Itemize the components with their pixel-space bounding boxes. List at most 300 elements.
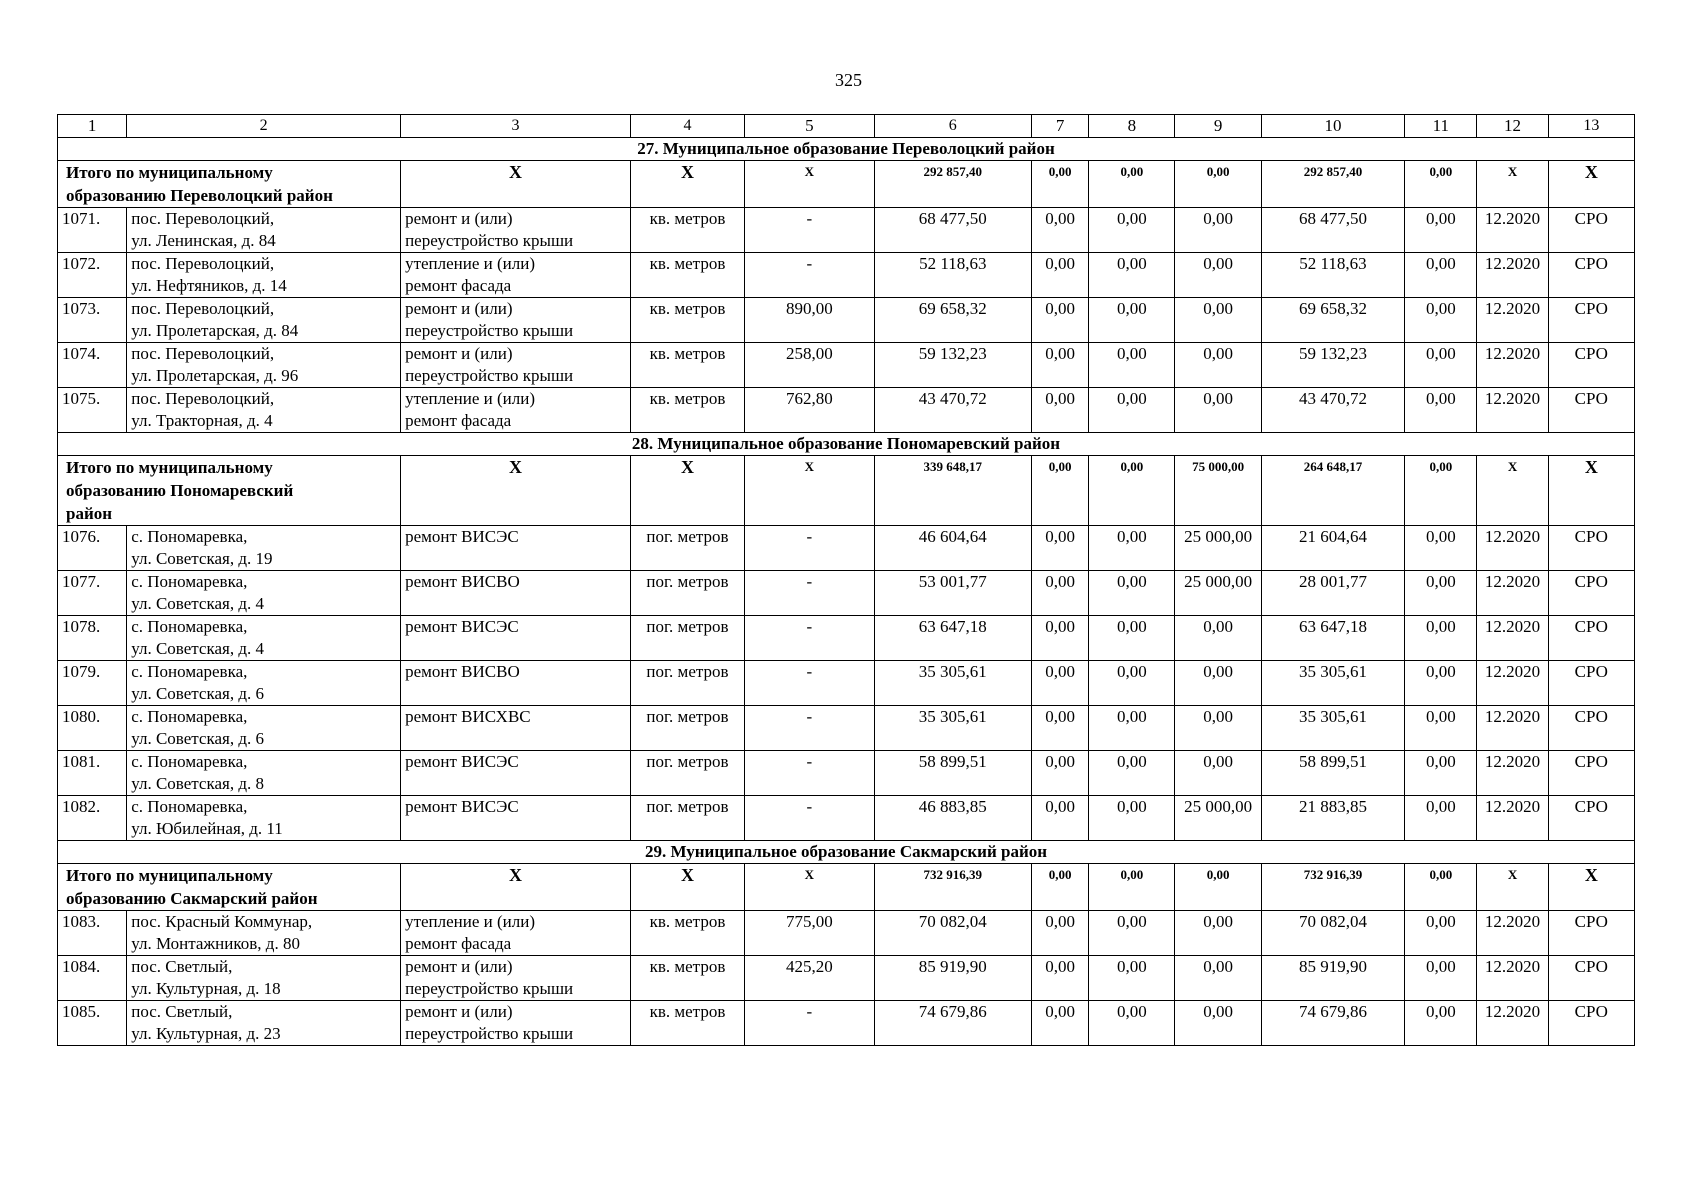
row-work-type <box>401 343 631 388</box>
column-header: 3 <box>401 115 631 138</box>
row-cell: 0,00 <box>1032 1001 1089 1046</box>
section-header-row <box>58 138 1635 161</box>
row-work-type <box>401 298 631 343</box>
row-cell: 12.2020 <box>1477 343 1548 388</box>
work-type-line: ремонт и (или) <box>405 344 513 363</box>
row-cell: 12.2020 <box>1477 253 1548 298</box>
row-cell: 25 000,00 <box>1175 526 1261 571</box>
table-row <box>58 253 1635 298</box>
row-number: 1081. <box>58 751 127 796</box>
total-cell: 0,00 <box>1089 161 1175 208</box>
row-cell: 0,00 <box>1089 1001 1175 1046</box>
row-cell: 46 883,85 <box>874 796 1031 841</box>
row-cell: 0,00 <box>1089 661 1175 706</box>
row-cell: 0,00 <box>1175 751 1261 796</box>
row-cell: 0,00 <box>1175 1001 1261 1046</box>
row-cell: 0,00 <box>1089 208 1175 253</box>
row-address <box>127 1001 401 1046</box>
table-row <box>58 298 1635 343</box>
address-line: ул. Пролетарская, д. 84 <box>131 321 299 340</box>
total-cell: Х <box>630 456 744 526</box>
row-cell: 43 470,72 <box>1261 388 1404 433</box>
row-cell: 12.2020 <box>1477 208 1548 253</box>
row-cell: 0,00 <box>1032 751 1089 796</box>
page-number: 325 <box>835 70 862 90</box>
address-line: ул. Советская, д. 4 <box>131 639 264 658</box>
total-cell: 0,00 <box>1032 456 1089 526</box>
address-line: с. Пономаревка, <box>131 617 248 636</box>
row-cell: 0,00 <box>1032 616 1089 661</box>
total-cell: Х <box>745 456 874 526</box>
row-cell: 0,00 <box>1089 343 1175 388</box>
row-work-type <box>401 751 631 796</box>
section-title: 28. Муниципальное образование Пономаревский район <box>58 433 1635 456</box>
row-cell: 0,00 <box>1405 751 1477 796</box>
column-header: 12 <box>1477 115 1548 138</box>
work-type-line: ремонт ВИСЭС <box>405 617 519 636</box>
row-cell: 58 899,51 <box>1261 751 1404 796</box>
row-unit: пог. метров <box>630 661 744 706</box>
row-cell: СРО <box>1548 298 1634 343</box>
row-cell: 0,00 <box>1032 208 1089 253</box>
total-label-line: Итого по муниципальному <box>66 458 273 477</box>
row-cell: 70 082,04 <box>874 911 1031 956</box>
row-cell: 0,00 <box>1089 571 1175 616</box>
row-unit: кв. метров <box>630 911 744 956</box>
row-cell: - <box>745 706 874 751</box>
total-cell: Х <box>401 864 631 911</box>
row-address <box>127 253 401 298</box>
total-cell: Х <box>630 864 744 911</box>
row-number: 1080. <box>58 706 127 751</box>
row-cell: 0,00 <box>1405 298 1477 343</box>
address-line: ул. Культурная, д. 23 <box>131 1024 281 1043</box>
row-cell: 74 679,86 <box>1261 1001 1404 1046</box>
work-type-line: ремонт ВИСВО <box>405 662 520 681</box>
row-unit: пог. метров <box>630 796 744 841</box>
row-cell: 12.2020 <box>1477 796 1548 841</box>
table-row <box>58 706 1635 751</box>
row-cell: 0,00 <box>1175 706 1261 751</box>
row-cell: 35 305,61 <box>1261 661 1404 706</box>
row-cell: 59 132,23 <box>1261 343 1404 388</box>
row-cell: 85 919,90 <box>1261 956 1404 1001</box>
row-cell: 0,00 <box>1089 298 1175 343</box>
address-line: пос. Светлый, <box>131 957 233 976</box>
row-work-type <box>401 796 631 841</box>
row-cell: 12.2020 <box>1477 956 1548 1001</box>
column-header-row <box>58 115 1635 138</box>
row-cell: 0,00 <box>1405 796 1477 841</box>
table-row <box>58 616 1635 661</box>
work-type-line: ремонт ВИСЭС <box>405 527 519 546</box>
row-cell: 69 658,32 <box>874 298 1031 343</box>
row-number: 1074. <box>58 343 127 388</box>
total-label <box>58 864 401 911</box>
row-cell: СРО <box>1548 526 1634 571</box>
total-cell: 0,00 <box>1405 161 1477 208</box>
row-cell: 21 883,85 <box>1261 796 1404 841</box>
row-cell: 890,00 <box>745 298 874 343</box>
row-cell: 0,00 <box>1405 208 1477 253</box>
section-total-row <box>58 456 1635 526</box>
total-cell: 0,00 <box>1405 456 1477 526</box>
row-unit: кв. метров <box>630 1001 744 1046</box>
row-cell: 21 604,64 <box>1261 526 1404 571</box>
row-number: 1083. <box>58 911 127 956</box>
row-cell: 35 305,61 <box>874 661 1031 706</box>
total-cell: 264 648,17 <box>1261 456 1404 526</box>
address-line: ул. Тракторная, д. 4 <box>131 411 273 430</box>
total-cell: 732 916,39 <box>1261 864 1404 911</box>
total-cell: Х <box>745 864 874 911</box>
row-cell: 70 082,04 <box>1261 911 1404 956</box>
row-number: 1084. <box>58 956 127 1001</box>
row-unit: кв. метров <box>630 253 744 298</box>
total-cell: Х <box>401 161 631 208</box>
row-unit: пог. метров <box>630 616 744 661</box>
total-cell: 0,00 <box>1032 864 1089 911</box>
row-cell: 58 899,51 <box>874 751 1031 796</box>
total-cell: Х <box>745 161 874 208</box>
row-cell: 0,00 <box>1405 661 1477 706</box>
row-number: 1079. <box>58 661 127 706</box>
row-cell: 775,00 <box>745 911 874 956</box>
table-row <box>58 796 1635 841</box>
row-cell: 425,20 <box>745 956 874 1001</box>
row-number: 1078. <box>58 616 127 661</box>
row-cell: СРО <box>1548 571 1634 616</box>
total-cell: 732 916,39 <box>874 864 1031 911</box>
row-cell: 12.2020 <box>1477 298 1548 343</box>
row-cell: 0,00 <box>1175 911 1261 956</box>
row-cell: 12.2020 <box>1477 911 1548 956</box>
row-unit: кв. метров <box>630 956 744 1001</box>
row-cell: СРО <box>1548 343 1634 388</box>
row-cell: - <box>745 571 874 616</box>
row-cell: 69 658,32 <box>1261 298 1404 343</box>
row-cell: 68 477,50 <box>874 208 1031 253</box>
table-row <box>58 571 1635 616</box>
work-type-line: переустройство крыши <box>405 1024 574 1043</box>
table-row <box>58 751 1635 796</box>
address-line: ул. Советская, д. 8 <box>131 774 264 793</box>
row-cell: 0,00 <box>1405 388 1477 433</box>
address-line: пос. Переволоцкий, <box>131 389 275 408</box>
row-work-type <box>401 956 631 1001</box>
row-cell: 0,00 <box>1032 343 1089 388</box>
row-cell: 762,80 <box>745 388 874 433</box>
row-cell: - <box>745 208 874 253</box>
row-cell: 0,00 <box>1175 343 1261 388</box>
row-cell: - <box>745 526 874 571</box>
row-cell: - <box>745 253 874 298</box>
row-cell: 12.2020 <box>1477 661 1548 706</box>
row-cell: 0,00 <box>1405 956 1477 1001</box>
row-cell: СРО <box>1548 208 1634 253</box>
row-cell: 12.2020 <box>1477 706 1548 751</box>
work-type-line: ремонт ВИСХВС <box>405 707 531 726</box>
row-cell: 0,00 <box>1089 253 1175 298</box>
table-row <box>58 388 1635 433</box>
row-cell: 0,00 <box>1032 706 1089 751</box>
row-cell: 0,00 <box>1405 911 1477 956</box>
row-address <box>127 208 401 253</box>
row-unit: кв. метров <box>630 208 744 253</box>
work-type-line: переустройство крыши <box>405 321 574 340</box>
row-cell: СРО <box>1548 706 1634 751</box>
address-line: ул. Монтажников, д. 80 <box>131 934 300 953</box>
address-line: с. Пономаревка, <box>131 797 248 816</box>
row-cell: - <box>745 661 874 706</box>
row-cell: 258,00 <box>745 343 874 388</box>
table-row <box>58 661 1635 706</box>
row-address <box>127 616 401 661</box>
total-label-line: образованию Переволоцкий район <box>66 186 333 205</box>
total-label-line: Итого по муниципальному <box>66 866 273 885</box>
row-work-type <box>401 911 631 956</box>
column-header: 6 <box>874 115 1031 138</box>
total-cell: 75 000,00 <box>1175 456 1261 526</box>
address-line: пос. Переволоцкий, <box>131 209 275 228</box>
total-cell: 0,00 <box>1405 864 1477 911</box>
address-line: с. Пономаревка, <box>131 662 248 681</box>
row-cell: СРО <box>1548 956 1634 1001</box>
row-cell: 12.2020 <box>1477 1001 1548 1046</box>
row-cell: 52 118,63 <box>874 253 1031 298</box>
section-header-row <box>58 433 1635 456</box>
row-number: 1077. <box>58 571 127 616</box>
row-cell: - <box>745 1001 874 1046</box>
address-line: пос. Красный Коммунар, <box>131 912 313 931</box>
row-cell: 0,00 <box>1032 298 1089 343</box>
row-work-type <box>401 253 631 298</box>
row-cell: 25 000,00 <box>1175 796 1261 841</box>
row-unit: кв. метров <box>630 388 744 433</box>
column-header: 5 <box>745 115 874 138</box>
work-type-line: утепление и (или) <box>405 912 536 931</box>
row-cell: СРО <box>1548 253 1634 298</box>
work-type-line: ремонт фасада <box>405 276 512 295</box>
address-line: с. Пономаревка, <box>131 752 248 771</box>
address-line: ул. Культурная, д. 18 <box>131 979 281 998</box>
row-cell: 0,00 <box>1089 388 1175 433</box>
row-unit: кв. метров <box>630 343 744 388</box>
row-cell: 46 604,64 <box>874 526 1031 571</box>
total-cell: Х <box>630 161 744 208</box>
row-work-type <box>401 388 631 433</box>
total-cell: 0,00 <box>1089 456 1175 526</box>
row-cell: 35 305,61 <box>874 706 1031 751</box>
total-label-line: район <box>66 504 113 523</box>
work-type-line: ремонт фасада <box>405 934 512 953</box>
total-cell: 292 857,40 <box>1261 161 1404 208</box>
section-total-row <box>58 864 1635 911</box>
row-cell: 12.2020 <box>1477 751 1548 796</box>
row-cell: 0,00 <box>1175 956 1261 1001</box>
row-cell: 12.2020 <box>1477 616 1548 661</box>
row-address <box>127 956 401 1001</box>
row-cell: СРО <box>1548 388 1634 433</box>
work-type-line: переустройство крыши <box>405 979 574 998</box>
row-work-type <box>401 526 631 571</box>
row-cell: - <box>745 616 874 661</box>
row-cell: 0,00 <box>1032 526 1089 571</box>
row-cell: 0,00 <box>1175 661 1261 706</box>
work-type-line: ремонт и (или) <box>405 299 513 318</box>
total-cell: 292 857,40 <box>874 161 1031 208</box>
row-cell: - <box>745 796 874 841</box>
table-row <box>58 526 1635 571</box>
row-cell: 0,00 <box>1175 208 1261 253</box>
row-cell: 59 132,23 <box>874 343 1031 388</box>
row-cell: 28 001,77 <box>1261 571 1404 616</box>
row-cell: 35 305,61 <box>1261 706 1404 751</box>
column-header: 1 <box>58 115 127 138</box>
row-cell: 0,00 <box>1405 571 1477 616</box>
column-header: 4 <box>630 115 744 138</box>
work-type-line: утепление и (или) <box>405 389 536 408</box>
row-address <box>127 661 401 706</box>
row-cell: 0,00 <box>1032 571 1089 616</box>
row-cell: 0,00 <box>1032 796 1089 841</box>
total-cell: Х <box>1548 161 1634 208</box>
row-cell: 85 919,90 <box>874 956 1031 1001</box>
column-header: 2 <box>127 115 401 138</box>
row-cell: 0,00 <box>1175 388 1261 433</box>
address-line: ул. Советская, д. 4 <box>131 594 264 613</box>
address-line: с. Пономаревка, <box>131 527 248 546</box>
row-cell: СРО <box>1548 911 1634 956</box>
address-line: с. Пономаревка, <box>131 572 248 591</box>
row-cell: СРО <box>1548 796 1634 841</box>
row-cell: СРО <box>1548 661 1634 706</box>
address-line: ул. Юбилейная, д. 11 <box>131 819 283 838</box>
row-cell: 0,00 <box>1089 956 1175 1001</box>
address-line: ул. Советская, д. 6 <box>131 684 264 703</box>
total-label-line: образованию Пономаревский <box>66 481 294 500</box>
address-line: ул. Советская, д. 6 <box>131 729 264 748</box>
row-cell: 0,00 <box>1405 616 1477 661</box>
row-address <box>127 343 401 388</box>
row-cell: 25 000,00 <box>1175 571 1261 616</box>
row-work-type <box>401 661 631 706</box>
row-cell: 0,00 <box>1089 751 1175 796</box>
column-header: 9 <box>1175 115 1261 138</box>
column-header: 7 <box>1032 115 1089 138</box>
address-line: пос. Переволоцкий, <box>131 344 275 363</box>
row-cell: 12.2020 <box>1477 526 1548 571</box>
address-line: ул. Советская, д. 19 <box>131 549 273 568</box>
total-cell: Х <box>1477 161 1548 208</box>
column-header: 11 <box>1405 115 1477 138</box>
column-header: 8 <box>1089 115 1175 138</box>
row-unit: пог. метров <box>630 526 744 571</box>
row-cell: 0,00 <box>1089 706 1175 751</box>
row-cell: 0,00 <box>1175 616 1261 661</box>
row-cell: 0,00 <box>1032 956 1089 1001</box>
row-cell: - <box>745 751 874 796</box>
row-unit: кв. метров <box>630 298 744 343</box>
work-type-line: ремонт ВИСЭС <box>405 752 519 771</box>
row-cell: 0,00 <box>1405 1001 1477 1046</box>
address-line: пос. Светлый, <box>131 1002 233 1021</box>
row-number: 1073. <box>58 298 127 343</box>
total-cell: Х <box>1548 456 1634 526</box>
row-cell: 0,00 <box>1032 911 1089 956</box>
row-cell: СРО <box>1548 616 1634 661</box>
row-cell: 12.2020 <box>1477 388 1548 433</box>
total-label <box>58 161 401 208</box>
row-cell: 0,00 <box>1032 661 1089 706</box>
address-line: ул. Пролетарская, д. 96 <box>131 366 299 385</box>
total-cell: 0,00 <box>1032 161 1089 208</box>
section-title: 27. Муниципальное образование Переволоцкий район <box>58 138 1635 161</box>
work-type-line: ремонт и (или) <box>405 209 513 228</box>
address-line: пос. Переволоцкий, <box>131 299 275 318</box>
row-address <box>127 298 401 343</box>
section-total-row <box>58 161 1635 208</box>
column-header: 10 <box>1261 115 1404 138</box>
row-cell: 0,00 <box>1089 616 1175 661</box>
row-number: 1085. <box>58 1001 127 1046</box>
section-title: 29. Муниципальное образование Сакмарский район <box>58 841 1635 864</box>
total-cell: Х <box>1477 456 1548 526</box>
total-cell: 0,00 <box>1175 161 1261 208</box>
address-line: ул. Нефтяников, д. 14 <box>131 276 287 295</box>
address-line: ул. Ленинская, д. 84 <box>131 231 276 250</box>
row-address <box>127 388 401 433</box>
row-cell: 0,00 <box>1032 388 1089 433</box>
work-type-line: ремонт ВИСЭС <box>405 797 519 816</box>
row-cell: 0,00 <box>1175 253 1261 298</box>
row-cell: 63 647,18 <box>1261 616 1404 661</box>
row-number: 1082. <box>58 796 127 841</box>
row-number: 1076. <box>58 526 127 571</box>
total-cell: 0,00 <box>1175 864 1261 911</box>
address-line: с. Пономаревка, <box>131 707 248 726</box>
row-cell: 0,00 <box>1405 706 1477 751</box>
address-line: пос. Переволоцкий, <box>131 254 275 273</box>
row-cell: 43 470,72 <box>874 388 1031 433</box>
total-cell: Х <box>1477 864 1548 911</box>
row-work-type <box>401 1001 631 1046</box>
row-cell: 0,00 <box>1089 796 1175 841</box>
data-table <box>57 114 1635 1046</box>
row-number: 1072. <box>58 253 127 298</box>
row-cell: 74 679,86 <box>874 1001 1031 1046</box>
table-row <box>58 956 1635 1001</box>
row-cell: 53 001,77 <box>874 571 1031 616</box>
row-unit: пог. метров <box>630 706 744 751</box>
work-type-line: ремонт и (или) <box>405 1002 513 1021</box>
table-row <box>58 911 1635 956</box>
row-cell: 0,00 <box>1175 298 1261 343</box>
row-address <box>127 706 401 751</box>
row-address <box>127 796 401 841</box>
total-label-line: образованию Сакмарский район <box>66 889 318 908</box>
row-work-type <box>401 208 631 253</box>
row-cell: 0,00 <box>1405 343 1477 388</box>
row-address <box>127 571 401 616</box>
row-number: 1075. <box>58 388 127 433</box>
row-cell: 0,00 <box>1032 253 1089 298</box>
work-type-line: ремонт фасада <box>405 411 512 430</box>
row-cell: 52 118,63 <box>1261 253 1404 298</box>
total-cell: Х <box>1548 864 1634 911</box>
total-label-line: Итого по муниципальному <box>66 163 273 182</box>
row-cell: 0,00 <box>1089 911 1175 956</box>
